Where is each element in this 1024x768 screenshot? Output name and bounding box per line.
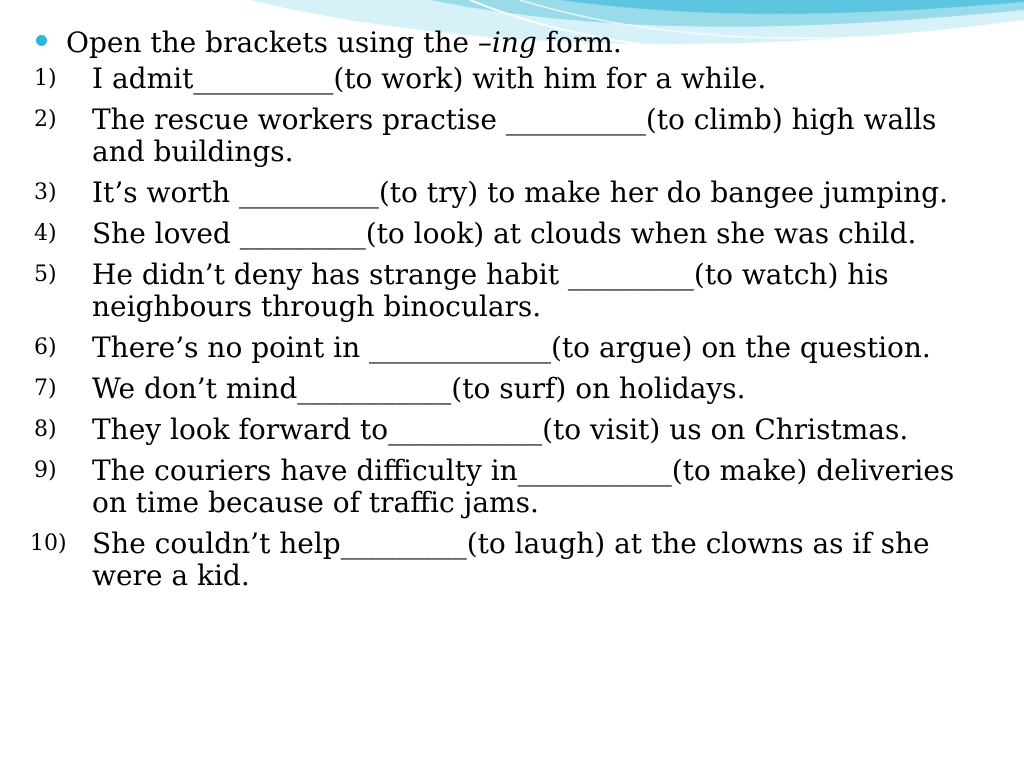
item-text: I admit__________(to work) with him for a while. [92,62,767,95]
item-text: There’s no point in _____________(to argue) on the question. [92,331,931,364]
item-number: 3) [34,180,57,205]
item-number: 6) [34,335,57,360]
exercise-item-1 [36,63,996,95]
item-number: 7) [34,376,57,401]
item-text: The rescue workers practise __________(to climb) high walls and buildings. [92,103,937,168]
item-number: 9) [34,458,57,483]
item-text: She couldn’t help_________(to laugh) at the clowns as if she were a kid. [92,527,930,592]
exercise-item-5 [36,259,996,323]
instruction-text [66,22,622,63]
exercise-item-3 [36,177,996,209]
exercise-instruction [36,22,996,63]
exercise-item-7 [36,373,996,405]
item-number: 1) [34,66,57,91]
item-text: The couriers have difficulty in___________(to make) deliveries on time because of traffic jams. [92,454,955,519]
exercise-item-10 [30,527,996,592]
item-number: 10) [30,531,67,556]
instruction-emphasis: –ing [477,26,537,59]
exercise-item-6 [36,332,996,364]
exercise-content [30,22,996,601]
item-number: 4) [34,221,57,246]
item-text: They look forward to___________(to visit) us on Christmas. [92,413,909,446]
item-number: 8) [34,417,57,442]
item-text: We don’t mind___________(to surf) on holidays. [92,372,746,405]
instruction-suffix: form. [536,26,622,59]
instruction-prefix: Open the brackets using the [66,26,478,59]
item-text: It’s worth __________(to try) to make her do bangee jumping. [92,176,948,209]
exercise-item-9 [36,455,996,519]
bullet-dot-icon [36,35,47,46]
item-number: 2) [34,107,57,132]
exercise-item-4 [36,218,996,250]
item-text: He didn’t deny has strange habit _________(to watch) his neighbours through binoculars. [92,258,889,323]
item-number: 5) [34,262,57,287]
exercise-item-8 [36,414,996,446]
item-text: She loved _________(to look) at clouds when she was child. [92,217,917,250]
exercise-item-2 [36,104,996,168]
exercise-list [30,62,996,592]
